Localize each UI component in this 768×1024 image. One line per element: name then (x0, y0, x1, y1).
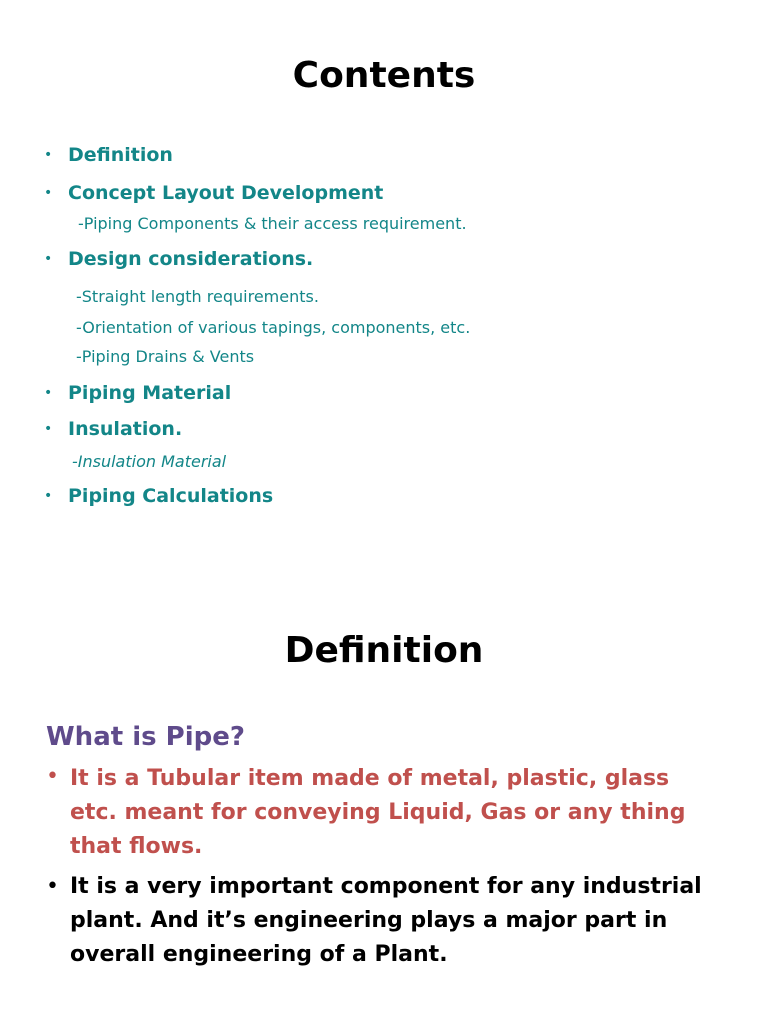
bullet-dot: • (44, 488, 53, 504)
bullet-dot: • (44, 251, 53, 267)
contents-subitem-orientation: -Orientation of various tapings, components, etc. (76, 318, 471, 337)
contents-item-design-considerations: Design considerations. (68, 248, 314, 270)
bullet-dot: • (44, 147, 53, 163)
contents-item-insulation: Insulation. (68, 418, 183, 440)
definition-paragraph-1: It is a Tubular item made of metal, plastic, glass etc. meant for conveying Liquid, Gas or any thing that flows. (70, 766, 686, 859)
definition-title: Definition (284, 630, 484, 671)
contents-item-concept-layout: Concept Layout Development (68, 182, 384, 204)
contents-subitem-insulation-material: -Insulation Material (72, 452, 227, 471)
contents-item-piping-material: Piping Material (68, 382, 232, 404)
bullet-dot: • (46, 874, 59, 899)
contents-item-definition: Definition (68, 144, 173, 166)
bullet-dot: • (46, 764, 59, 789)
contents-title: Contents (292, 55, 476, 96)
contents-subitem-piping-components: -Piping Components & their access requirement. (78, 214, 467, 233)
contents-item-piping-calculations: Piping Calculations (68, 485, 274, 507)
bullet-dot: • (44, 421, 53, 437)
bullet-dot: • (44, 385, 53, 401)
contents-subitem-drains-vents: -Piping Drains & Vents (76, 347, 255, 366)
what-is-pipe-heading: What is Pipe? (46, 722, 245, 752)
definition-paragraph-2: It is a very important component for any industrial plant. And it’s engineering plays a major part in overall engineering of a Plant. (70, 874, 702, 967)
bullet-dot: • (44, 185, 53, 201)
contents-subitem-straight-length: -Straight length requirements. (76, 287, 319, 306)
